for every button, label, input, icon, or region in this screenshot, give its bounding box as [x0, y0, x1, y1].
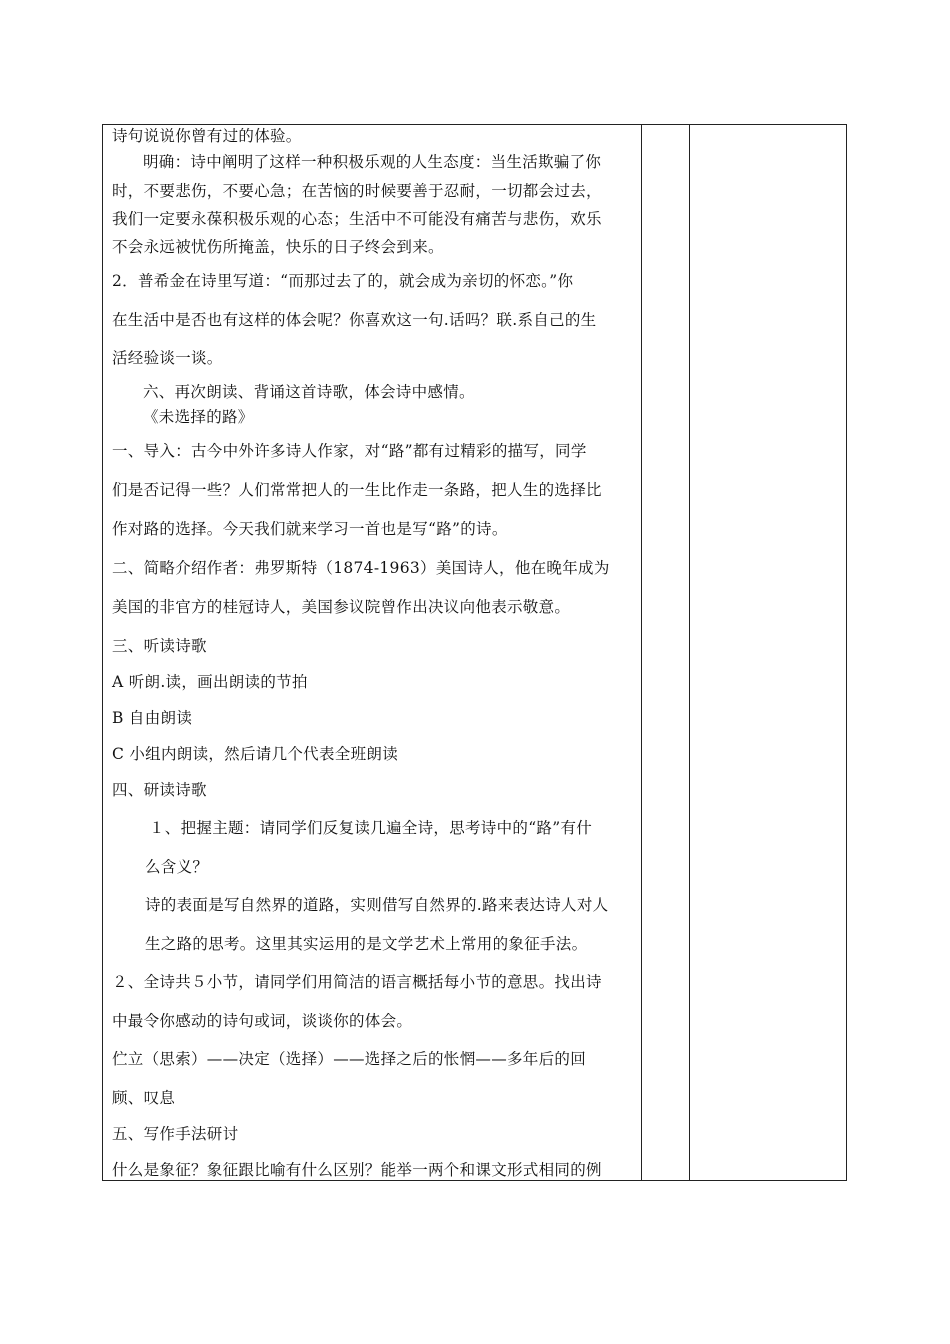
text-line: 顾、叹息	[112, 1089, 176, 1107]
text-line: 一、导入：古今中外许多诗人作家，对“路”都有过精彩的描写，同学	[112, 442, 587, 460]
text-line: ２、全诗共５小节，请同学们用简洁的语言概括每小节的意思。找出诗	[112, 973, 602, 991]
text-line: 我们一定要永葆积极乐观的心态；生活中不可能没有痛苦与悲伤，欢乐	[112, 210, 602, 228]
text-line: 明确：诗中阐明了这样一种积极乐观的人生态度：当生活欺骗了你	[143, 153, 602, 171]
column-divider	[689, 125, 690, 1180]
text-line: B 自由朗读	[112, 709, 193, 727]
text-line: 不会永远被忧伤所掩盖，快乐的日子终会到来。	[112, 238, 444, 256]
text-line: 2．普希金在诗里写道：“而那过去了的，就会成为亲切的怀恋。”你	[112, 272, 574, 290]
text-line: 五、写作手法研讨	[112, 1125, 239, 1143]
text-line: 什么是象征？象征跟比喻有什么区别？能举一两个和课文形式相同的例	[112, 1161, 602, 1179]
text-line: 们是否记得一些？人们常常把人的一生比作走一条路，把人生的选择比	[112, 481, 602, 499]
text-line: 作对路的选择。今天我们就来学习一首也是写“路”的诗。	[112, 520, 508, 538]
text-line: C 小组内朗读，然后请几个代表全班朗读	[112, 745, 398, 763]
lesson-content-cell	[103, 125, 641, 1180]
text-line: 四、研读诗歌	[112, 781, 207, 799]
text-line: 么含义？	[145, 858, 209, 876]
text-line: 时，不要悲伤，不要心急；在苦恼的时候要善于忍耐，一切都会过去，	[112, 182, 602, 200]
text-line: 二、简略介绍作者：弗罗斯特（1874-1963）美国诗人，他在晚年成为	[112, 559, 610, 577]
text-line: 中最令你感动的诗句或词，谈谈你的体会。	[112, 1012, 413, 1030]
lesson-table	[102, 124, 847, 1181]
text-line: 伫立（思索）——决定（选择）——选择之后的怅惘——多年后的回	[112, 1050, 587, 1068]
text-line: 活经验谈一谈。	[112, 349, 223, 367]
text-line: 在生活中是否也有这样的体会呢？你喜欢这一句.话吗？联.系自己的生	[112, 311, 597, 329]
text-line: 诗句说说你曾有过的体验。	[112, 127, 302, 145]
column-divider	[641, 125, 642, 1180]
text-line: 《未选择的路》	[143, 408, 254, 426]
text-line: A 听朗.读，画出朗读的节拍	[112, 673, 308, 691]
text-line: 美国的非官方的桂冠诗人，美国参议院曾作出决议向他表示敬意。	[112, 598, 571, 616]
text-line: 诗的表面是写自然界的道路，实则借写自然界的.路来表达诗人对人	[145, 896, 609, 914]
text-line: １、把握主题：请同学们反复读几遍全诗，思考诗中的“路”有什	[149, 819, 593, 837]
text-line: 六、再次朗读、背诵这首诗歌，体会诗中感情。	[143, 383, 475, 401]
text-line: 生之路的思考。这里其实运用的是文学艺术上常用的象征手法。	[145, 935, 588, 953]
text-line: 三、听读诗歌	[112, 637, 207, 655]
